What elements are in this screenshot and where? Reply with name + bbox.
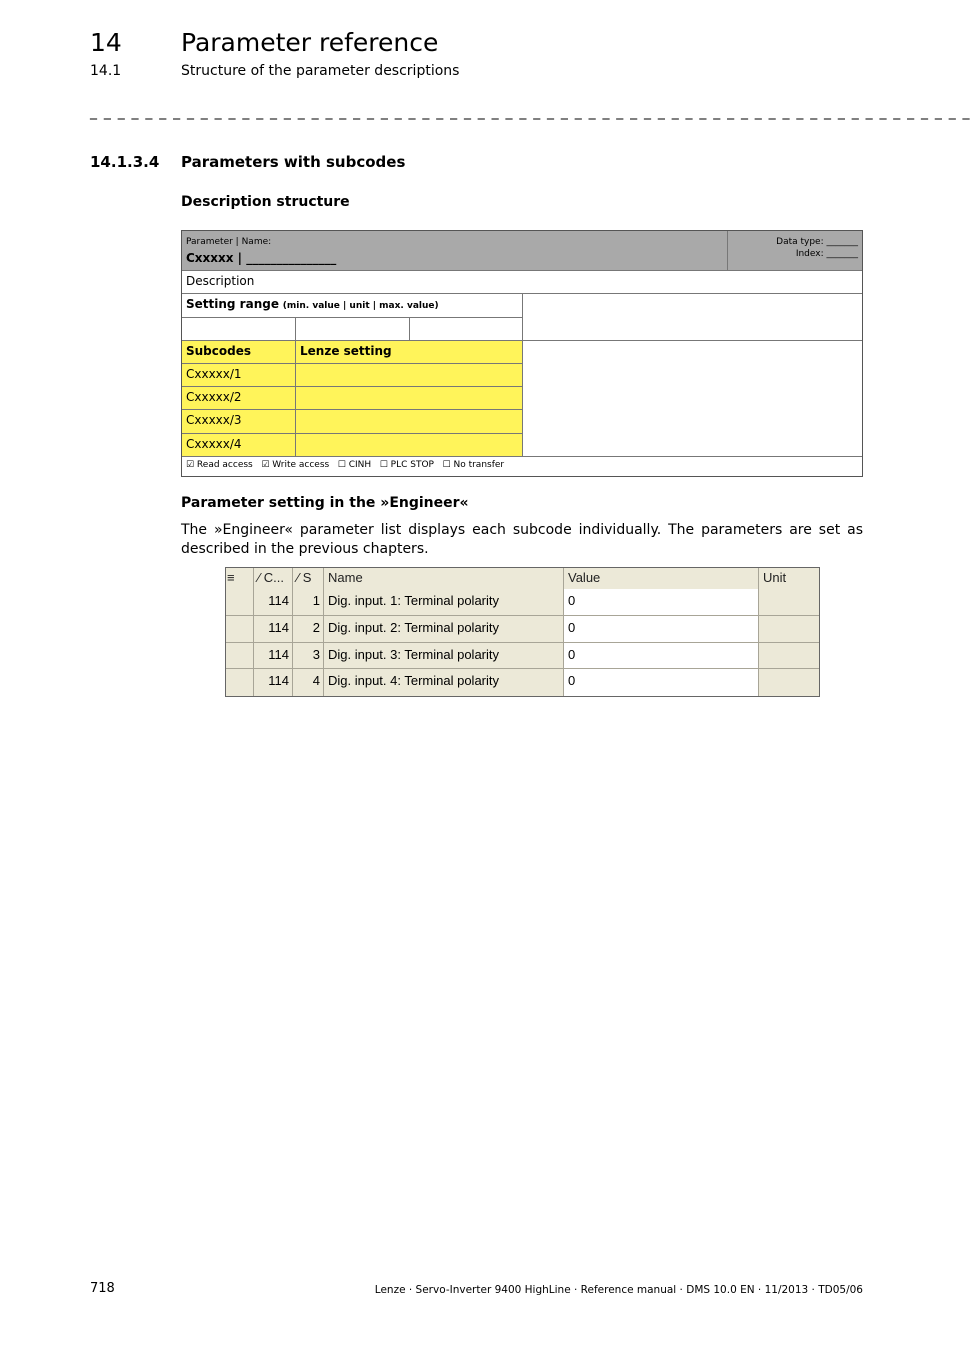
- menu-icon[interactable]: ≡: [226, 568, 254, 589]
- row-name: Dig. input. 4: Terminal polarity: [324, 669, 564, 696]
- subcode-cell: [182, 410, 296, 434]
- setting-range-cell: [182, 294, 523, 318]
- lenze-setting-header-cell: [296, 341, 523, 364]
- subcode-cell: [182, 387, 296, 410]
- row-code: 114: [254, 616, 293, 643]
- subcodes-header-cell: [182, 341, 296, 364]
- row-name: Dig. input. 1: Terminal polarity: [324, 589, 564, 616]
- row-name: Dig. input. 3: Terminal polarity: [324, 643, 564, 669]
- row-unit: [759, 589, 819, 616]
- setting-range-notes-cell: [523, 294, 862, 341]
- chapter-title: Parameter reference: [181, 28, 439, 57]
- column-header-unit[interactable]: Unit: [763, 570, 787, 585]
- section-title: Structure of the parameter descriptions: [181, 63, 460, 79]
- row-selector[interactable]: [226, 669, 254, 696]
- subcode-label: Cxxxxx/2: [186, 390, 242, 404]
- column-header-name[interactable]: Name: [324, 568, 564, 589]
- setting-range-hint: (min. value | unit | max. value): [282, 301, 439, 311]
- row-code: 114: [254, 643, 293, 669]
- row-code: 114: [254, 669, 293, 696]
- column-header-code[interactable]: ⁄ C...: [254, 568, 293, 589]
- description-structure-table: [181, 230, 863, 477]
- row-value-field[interactable]: 0: [564, 669, 759, 696]
- engineer-parameter-list: [225, 567, 820, 697]
- subsection-title: Parameters with subcodes: [181, 153, 406, 171]
- index-label: Index: _______: [795, 249, 858, 259]
- subsection-number: 14.1.3.4: [90, 153, 160, 171]
- footer-text: Lenze · Servo-Inverter 9400 HighLine · Reference manual · DMS 10.0 EN · 11/2013 · TD05/06: [374, 1284, 863, 1296]
- subcode-cell: [182, 364, 296, 387]
- data-type-label: Data type: _______: [776, 237, 858, 247]
- lenze-setting-cell: [296, 364, 523, 387]
- max-value-cell: [410, 318, 523, 341]
- section-number: 14.1: [90, 63, 122, 79]
- row-value-field[interactable]: 0: [564, 643, 759, 669]
- subcodes-header: Subcodes: [186, 344, 252, 358]
- subcodes-notes-cell: [523, 341, 862, 457]
- lenze-setting-cell: [296, 434, 523, 457]
- subcode-cell: [182, 434, 296, 457]
- engineer-heading: Parameter setting in the »Engineer«: [181, 495, 469, 511]
- row-name: Dig. input. 2: Terminal polarity: [324, 616, 564, 643]
- description-text: Description: [186, 274, 255, 288]
- param-name-cell: [182, 231, 728, 271]
- unit-cell: [296, 318, 410, 341]
- row-selector[interactable]: [226, 643, 254, 669]
- page-number: 718: [90, 1281, 115, 1296]
- setting-range-label: Setting range: [186, 297, 279, 311]
- row-selector[interactable]: [226, 616, 254, 643]
- description-structure-heading: Description structure: [181, 194, 350, 210]
- row-unit: [759, 616, 819, 643]
- lenze-setting-header: Lenze setting: [300, 344, 392, 358]
- engineer-paragraph: The »Engineer« parameter list displays each subcode individually. The parameters are set as described in the previous chapters.: [181, 522, 863, 557]
- row-subcode: 3: [293, 643, 324, 669]
- row-unit: [759, 643, 819, 669]
- data-type-cell: [728, 231, 862, 271]
- param-name-value: Cxxxxx | _______________: [186, 251, 337, 265]
- column-header-value[interactable]: Value: [564, 568, 759, 589]
- min-value-cell: [182, 318, 296, 341]
- access-flags-cell: [182, 457, 862, 476]
- subcode-label: Cxxxxx/3: [186, 413, 242, 427]
- chapter-number: 14: [90, 28, 122, 57]
- subcode-label: Cxxxxx/4: [186, 437, 242, 451]
- lenze-setting-cell: [296, 410, 523, 434]
- row-selector[interactable]: [226, 589, 254, 616]
- row-subcode: 4: [293, 669, 324, 696]
- row-value-field[interactable]: 0: [564, 616, 759, 643]
- header-separator: _ _ _ _ _ _ _ _ _ _ _ _ _ _ _ _ _ _ _ _ _ _ _ _ _ _ _ _ _ _ _ _ _ _ _ _ _ _ _ _ _ _ _ _ _ _ _ _ _ _ _ _ _ _ _ _ _ _ _ _ _ _ _ _: [90, 104, 971, 120]
- row-subcode: 1: [293, 589, 324, 616]
- lenze-setting-cell: [296, 387, 523, 410]
- subcode-label: Cxxxxx/1: [186, 367, 242, 381]
- row-value-field[interactable]: 0: [564, 589, 759, 616]
- description-cell: [182, 271, 862, 294]
- row-unit: [759, 669, 819, 696]
- param-name-label: Parameter | Name:: [186, 237, 272, 247]
- column-header-subcode[interactable]: ⁄ S: [293, 568, 324, 589]
- access-flags: ☑ Read access ☑ Write access ☐ CINH ☐ PLC STOP ☐ No transfer: [186, 460, 505, 470]
- row-code: 114: [254, 589, 293, 616]
- row-subcode: 2: [293, 616, 324, 643]
